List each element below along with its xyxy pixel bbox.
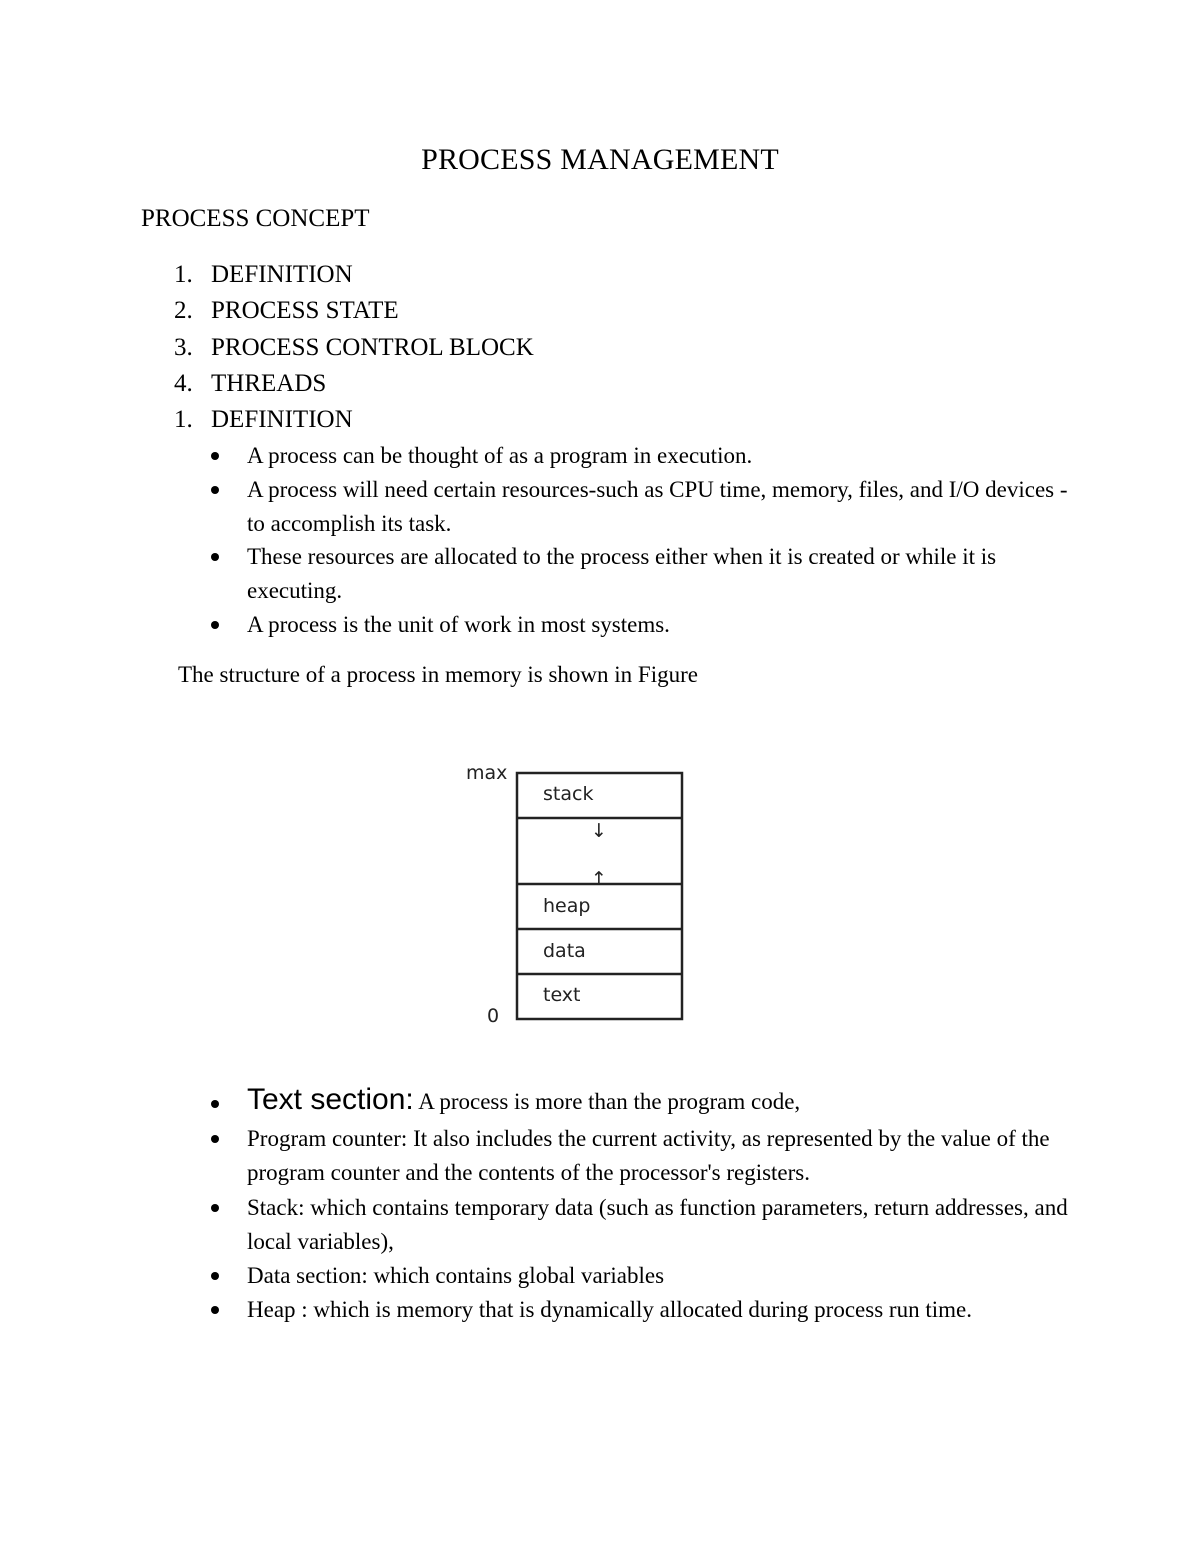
outline-number: 1. <box>174 261 193 288</box>
bullet-text: Data section: which contains global variables <box>247 1263 665 1288</box>
page-title: PROCESS MANAGEMENT <box>421 143 779 176</box>
section-bullet <box>247 1083 1077 1119</box>
bullet-dot <box>211 452 219 460</box>
definition-bullet <box>247 540 1077 608</box>
section-bullet <box>247 1293 1077 1327</box>
process-memory-diagram <box>460 760 700 1030</box>
bullet-dot <box>211 553 219 561</box>
definition-bullet <box>247 473 1077 541</box>
section-bullet <box>247 1122 1077 1190</box>
bullet-text: A process will need certain resources-such as CPU time, memory, files, and I/O devices -to accomplish its task. <box>247 477 1068 536</box>
section-stack: stack <box>543 783 594 805</box>
bullet-dot <box>211 1306 219 1314</box>
outline-number: 3. <box>174 334 193 361</box>
definition-bullet <box>247 608 1077 642</box>
bullet-dot <box>211 1204 219 1212</box>
outline-item <box>174 297 399 325</box>
outline-text: DEFINITION <box>211 406 353 433</box>
outline-number: 2. <box>174 297 193 324</box>
outline-number: 1. <box>174 406 193 433</box>
section-heap: heap <box>543 895 591 917</box>
outline-item <box>174 370 326 398</box>
bullet-dot <box>211 1272 219 1280</box>
section-data: data <box>543 940 586 962</box>
section-bullet <box>247 1191 1077 1259</box>
bullet-text: A process is the unit of work in most systems. <box>247 612 670 637</box>
bullet-dot <box>211 1135 219 1143</box>
outline-number: 4. <box>174 370 193 397</box>
outline-item <box>174 334 534 362</box>
bullet-dot <box>211 486 219 494</box>
definition-bullet <box>247 439 1077 473</box>
bullet-text: Program counter: It also includes the current activity, as represented by the value of the program counter and the contents of the processor's registers. <box>247 1126 1050 1185</box>
outline-item <box>174 261 353 289</box>
arrow-up-icon: ↑ <box>591 868 607 890</box>
outline-text: DEFINITION <box>211 261 353 288</box>
bullet-dot <box>211 1100 219 1108</box>
bullet-text: A process is more than the program code, <box>413 1089 801 1114</box>
outline-text: PROCESS CONTROL BLOCK <box>211 334 534 361</box>
section-bullet <box>247 1259 1077 1293</box>
bullet-lead: Text section: <box>247 1083 414 1116</box>
arrow-down-icon: ↓ <box>591 820 607 842</box>
memory-outline <box>517 773 682 1019</box>
section-text: text <box>543 984 581 1006</box>
section-heading: PROCESS CONCEPT <box>141 205 370 232</box>
label-zero: 0 <box>487 1005 500 1027</box>
label-max: max <box>466 762 508 784</box>
bullet-text: A process can be thought of as a program in execution. <box>247 443 753 468</box>
bullet-text: These resources are allocated to the process either when it is created or while it is executing. <box>247 544 997 603</box>
outline-text: THREADS <box>211 370 327 397</box>
structure-intro: The structure of a process in memory is shown in Figure <box>178 662 698 687</box>
bullet-text: Stack: which contains temporary data (such as function parameters, return addresses, and local variables), <box>247 1195 1068 1254</box>
bullet-text: Heap : which is memory that is dynamically allocated during process run time. <box>247 1297 972 1322</box>
bullet-dot <box>211 621 219 629</box>
outline-item <box>174 406 353 434</box>
outline-text: PROCESS STATE <box>211 297 399 324</box>
